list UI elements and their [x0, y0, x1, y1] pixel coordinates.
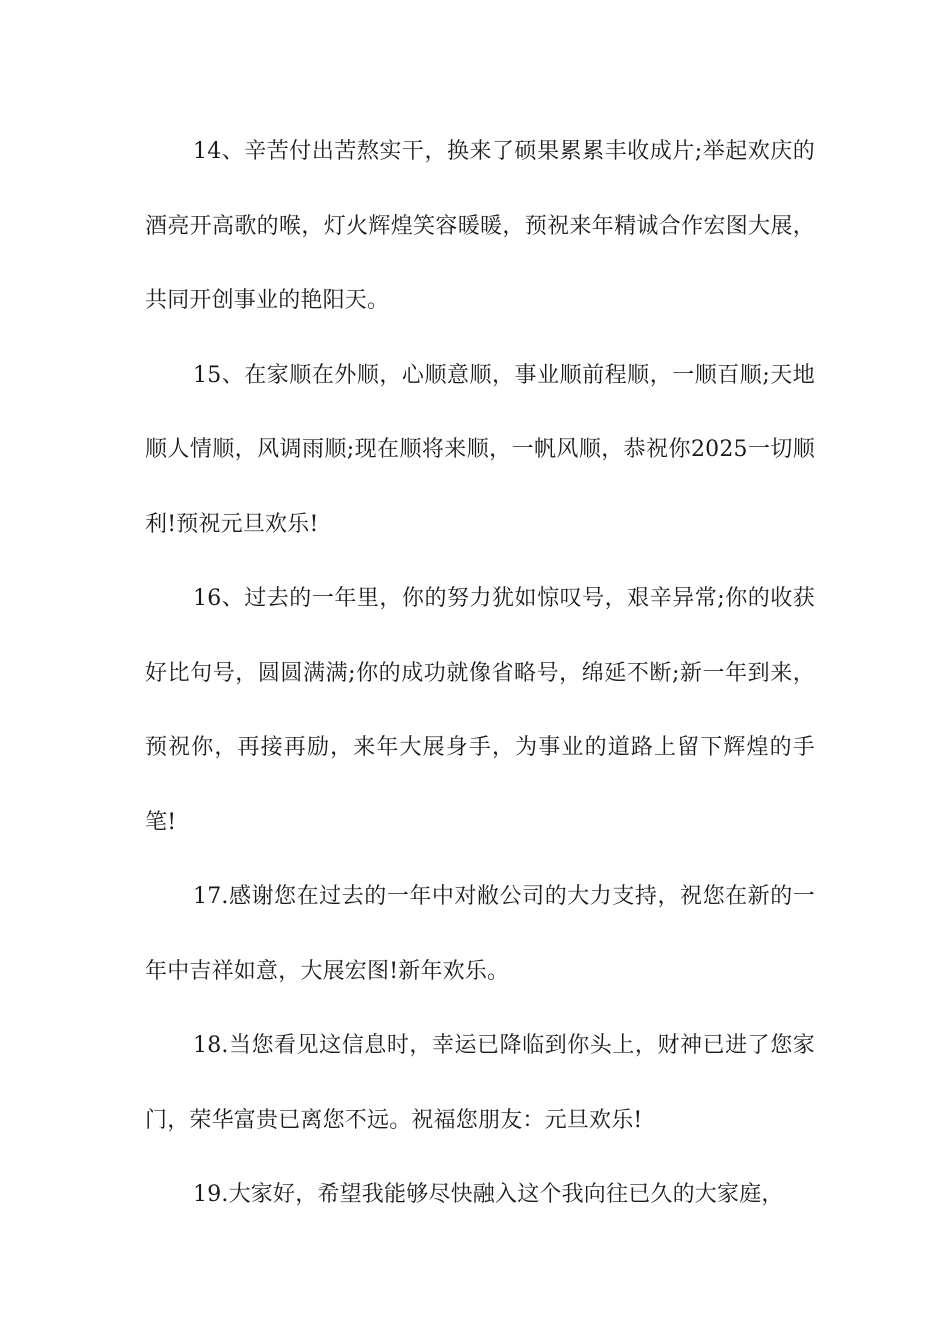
paragraph-16: 16、过去的一年里，你的努力犹如惊叹号，艰辛异常;你的收获好比句号，圆圆满满;你的成功就像省略号，绵延不断;新一年到来，预祝你，再接再励，来年大展身手，为事业的道路上留下辉煌的手笔! — [145, 586, 815, 835]
paragraph-17: 17.感谢您在过去的一年中对敝公司的大力支持，祝您在新的一年中吉祥如意，大展宏图!新年欢乐。 — [145, 884, 815, 984]
paragraph-18: 18.当您看见这信息时，幸运已降临到你头上，财神已进了您家门，荣华富贵已离您不远。祝福您朋友：元旦欢乐! — [145, 1033, 815, 1133]
paragraph-15: 15、在家顺在外顺，心顺意顺，事业顺前程顺，一顺百顺;天地顺人情顺，风调雨顺;现在顺将来顺，一帆风顺，恭祝你2025一切顺利!预祝元旦欢乐! — [145, 362, 815, 537]
paragraph-19: 19.大家好，希望我能够尽快融入这个我向往已久的大家庭， — [193, 1182, 784, 1207]
paragraph-14: 14、辛苦付出苦熬实干，换来了硕果累累丰收成片;举起欢庆的酒亮开高歌的喉，灯火辉煌笑容暖暖，预祝来年精诚合作宏图大展，共同开创事业的艳阳天。 — [145, 139, 815, 313]
document-body — [145, 115, 815, 1233]
